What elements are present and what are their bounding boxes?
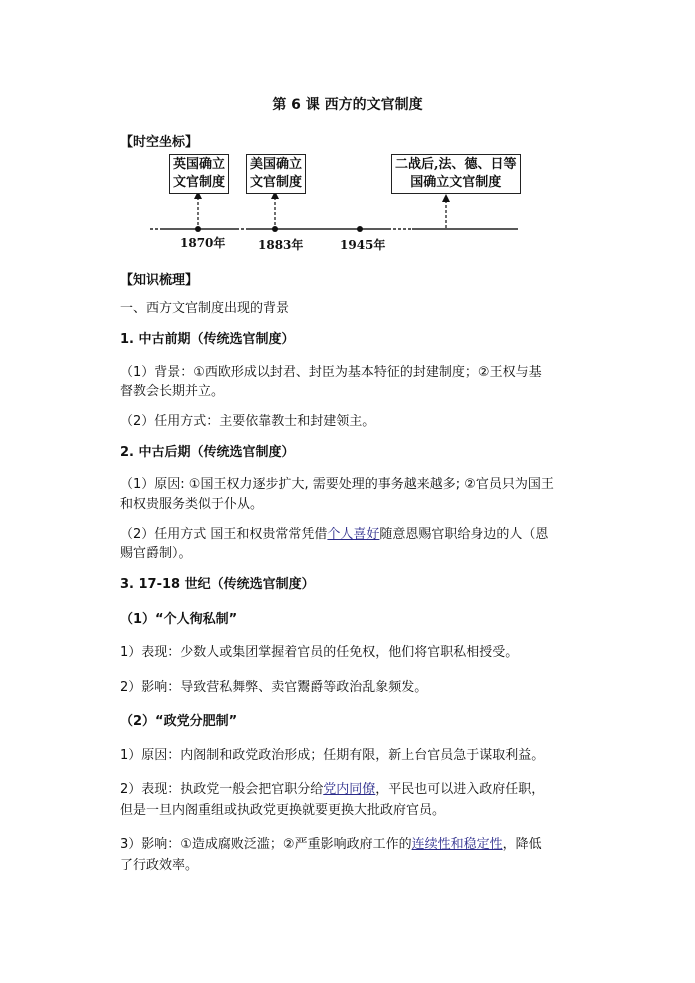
paragraph-line: （1）背景：①西欧形成以封君、封臣为基本特征的封建制度；②王权与基: [120, 365, 542, 380]
timeline-year-1870: 1870年: [180, 236, 226, 250]
text-span: 2）表现：执政党一般会把官职分给: [120, 782, 324, 797]
link-party-colleagues[interactable]: 党内同僚: [323, 782, 376, 797]
text-span: ，平民也可以进入政府任职，: [375, 782, 545, 797]
timeline-box-us-line1: 美国确立: [250, 157, 303, 172]
timeline-box-postwar-line2: 国确立文官制度: [410, 175, 502, 190]
arrow-head-postwar: [442, 194, 450, 202]
timeline-point-1945: [357, 226, 363, 232]
timeline-box-uk-line2: 文官制度: [173, 175, 226, 190]
paragraph-line: 赐官爵制）。: [120, 546, 192, 561]
paragraph-line: （1）原因: ①国王权力逐步扩大, 需要处理的事务越来越多; ②官员只为国王: [120, 477, 554, 492]
timeline-point-1870: [195, 226, 201, 232]
subheading-late-medieval: 2. 中古后期（传统选官制度）: [120, 445, 295, 460]
paragraph-line: （2）任用方式：主要依靠教士和封建领主。: [120, 414, 376, 429]
link-continuity-stability[interactable]: 连续性和稳定性: [411, 837, 503, 852]
timeline-box-postwar: [391, 154, 521, 194]
timeline-svg: [0, 0, 695, 260]
timeline-year-1883: 1883年: [258, 238, 304, 252]
section-heading-knowledge: 【知识梳理】: [120, 273, 199, 288]
timeline-box-uk-line1: 英国确立: [173, 157, 226, 172]
paragraph-line: [120, 779, 544, 800]
paragraph-line: 了行政效率。: [120, 858, 199, 873]
paragraph-line: 督教会长期并立。: [120, 384, 225, 399]
subheading-early-medieval: 1. 中古前期（传统选官制度）: [120, 332, 295, 347]
timeline-box-us-line2: 文官制度: [250, 175, 303, 190]
paragraph-line: 和权贵服务类似于仆从。: [120, 497, 264, 512]
link-personal-preference[interactable]: 个人喜好: [327, 527, 380, 542]
paragraph-line: 1）原因：内阁制和政党政治形成；任期有限，新上台官员急于谋取利益。: [120, 748, 545, 763]
page-title: 第 6 课 西方的文官制度: [272, 97, 423, 113]
timeline-box-postwar-line1: 二战后,法、德、日等: [395, 157, 517, 172]
timeline-box-uk: [169, 154, 229, 194]
paragraph-line: 1）表现：少数人或集团掌握着官员的任免权，他们将官职私相授受。: [120, 645, 519, 660]
heading-background: 一、西方文官制度出现的背景: [120, 301, 290, 316]
text-span: 随意恩赐官职给身边的人（恩: [379, 527, 549, 542]
text-span: （2）任用方式 国王和权贵常常凭借: [120, 527, 328, 542]
timeline-point-1883: [272, 226, 278, 232]
paragraph-line: 但是一旦内阁重组或执政党更换就要更换大批政府官员。: [120, 803, 446, 818]
paragraph-line: 2）影响：导致营私舞弊、卖官鬻爵等政治乱象频发。: [120, 680, 428, 695]
section-heading-spacetime: 【时空坐标】: [120, 135, 199, 150]
timeline-box-us: [246, 154, 306, 194]
subheading-patronage-system: （1）“个人徇私制”: [120, 612, 238, 627]
text-span: ，降低: [502, 837, 542, 852]
subheading-spoils-system: （2）“政党分肥制”: [120, 714, 238, 729]
text-span: 3）影响：①造成腐败泛滥；②严重影响政府工作的: [120, 837, 412, 852]
subheading-17-18-century: 3. 17-18 世纪（传统选官制度）: [120, 577, 315, 592]
paragraph-line: [120, 834, 542, 855]
paragraph-line: [120, 524, 548, 545]
timeline-year-1945: 1945年: [340, 238, 386, 252]
